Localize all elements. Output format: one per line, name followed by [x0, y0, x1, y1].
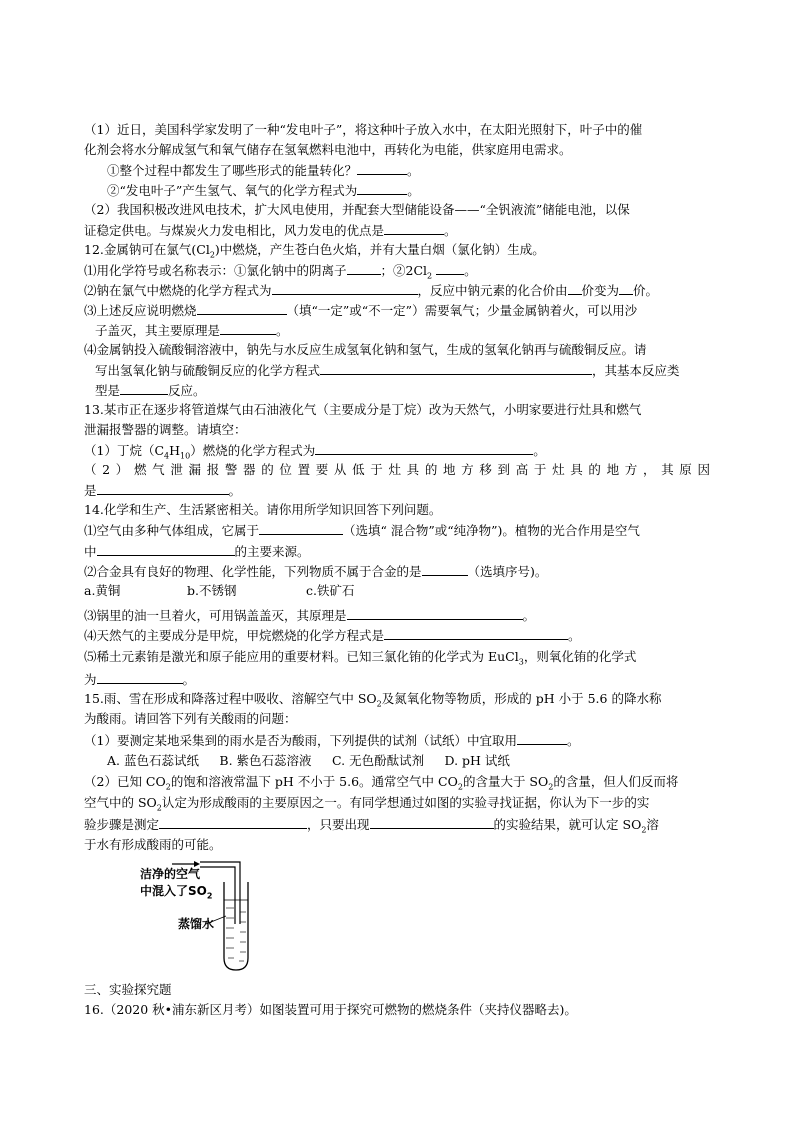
- answer-blank[interactable]: [315, 441, 533, 455]
- q15-stem-line2: 为酸雨。请回答下列有关酸雨的问题：: [84, 711, 297, 726]
- answer-blank[interactable]: [97, 670, 183, 684]
- q14-part2: ⑵合金具有良好的物理、化学性能，下列物质不属于合金的是 （选填序号)。: [84, 564, 548, 579]
- q15-choices: A. 蓝色石蕊试纸 B. 紫色石蕊溶液 C. 无色酚酞试剂 D. pH 试纸: [107, 753, 510, 768]
- answer-blank[interactable]: [197, 301, 287, 315]
- gas-label-line2: 中混入了$SO_2$: [140, 884, 213, 901]
- answer-blank[interactable]: [159, 815, 307, 829]
- test-tube: [224, 882, 248, 970]
- q13-stem-line2: 泄漏报警器的调整。请填空：: [84, 422, 247, 437]
- q14-part5-line1: ⑸稀土元素铕是激光和原子能应用的重要材料。已知三氯化铕的化学式为 EuCl$_3$，则氧化铕的化学式: [84, 649, 637, 667]
- answer-blank[interactable]: [347, 261, 381, 275]
- option-a: a.黄铜: [84, 583, 121, 598]
- answer-blank[interactable]: [272, 281, 418, 295]
- q15-part2-line4: 于水有形成酸雨的可能。: [84, 837, 222, 852]
- answer-blank[interactable]: [357, 181, 407, 195]
- q14-part4: ⑷天然气的主要成分是甲烷，甲烷燃烧的化学方程式是 。: [84, 628, 581, 643]
- answer-blank[interactable]: [320, 361, 592, 375]
- answer-blank[interactable]: [436, 261, 464, 275]
- answer-blank[interactable]: [568, 281, 582, 295]
- q15-part1: （1）要测定某地采集到的雨水是否为酸雨，下列提供的试剂（试纸）中宜取用 。: [84, 733, 580, 748]
- answer-blank[interactable]: [357, 161, 407, 175]
- answer-blank[interactable]: [120, 381, 168, 395]
- q14-part5-line2: 为 。: [84, 672, 196, 687]
- answer-blank[interactable]: [384, 221, 444, 235]
- section-three-heading: 三、实验探究题: [84, 982, 172, 997]
- q14-stem: 14.化学和生产、生活紧密相关。请你用所学知识回答下列问题。: [84, 502, 442, 517]
- q15-stem-line1: 15.雨、雪在形成和降落过程中吸收、溶解空气中 $SO_2$及氮氧化物等物质，形成的 pH 小于 5.6 的降水称: [84, 691, 662, 709]
- q11-sub2: ②“发电叶子”产生氢气、氧气的化学方程式为 。: [107, 183, 420, 198]
- answer-blank[interactable]: [619, 281, 633, 295]
- answer-blank[interactable]: [422, 562, 468, 576]
- answer-blank[interactable]: [259, 521, 343, 535]
- q11-part1-line2: 化剂会将水分解成氢气和氧气储存在氢氧燃料电池中，再转化为电能，供家庭用电需求。: [84, 142, 572, 157]
- q13-part1: （1）丁烷$(C_4H_{10})$燃烧的化学方程式为 。: [84, 443, 546, 461]
- answer-blank[interactable]: [370, 815, 494, 829]
- q13-stem-line1: 13.某市正在逐步将管道煤气由石油液化气（主要成分是丁烷）改为天然气，小明家要进行灶具和燃气: [84, 402, 642, 417]
- q13-part2-line1: （2）燃气泄漏报警器的位置要从低于灶具的地方移到高于灶具的地方，其原因: [84, 462, 710, 477]
- q11-part2-line1: （2）我国积极改进风电技术，扩大风电使用，并配套大型储能设备——“全钒液流”储能电池，以保: [84, 202, 630, 217]
- q14-part3: ⑶锅里的油一旦着火，可用锅盖盖灭，其原理是 。: [84, 608, 536, 623]
- q12-part2: ⑵钠在氯气中燃烧的化学方程式为 ，反应中钠元素的化合价由 价变为 价。: [84, 283, 659, 298]
- q12-part4-line1: ⑷金属钠投入硫酸铜溶液中，钠先与水反应生成氢氧化钠和氢气，生成的氢氧化钠再与硫酸铜反应。请: [84, 342, 647, 357]
- water-hatch: [226, 908, 246, 961]
- q12-stem: 12.金属钠可在氯气$(Cl_2)$中燃烧，产生苍白色火焰，并有大量白烟（氯化钠）生成。: [84, 242, 545, 260]
- q12-part3-line1: ⑶上述反应说明燃烧 （填“一定”或“不一定”）需要氧气；少量金属钠着火，可以用沙: [84, 303, 638, 318]
- q11-part2-line2: 证稳定供电。与煤炭火力发电相比，风力发电的优点是 。: [84, 223, 457, 238]
- q12-part1: ⑴用化学符号或名称表示：①氯化钠中的阴离子 ；$②2Cl_2$ 。: [84, 263, 477, 281]
- gas-label-line1: 洁净的空气: [140, 867, 201, 881]
- q12-part4-line3: 型是 反应。: [95, 383, 206, 398]
- q15-part2-line1: （2）已知 $CO_2$的饱和溶液常温下 pH 不小于 5.6。通常空气中 $CO_2$的含量大于 $SO_2$的含量，但人们反而将: [84, 774, 679, 792]
- q12-part3-line2: 子盖灭，其主要原理是 。: [95, 323, 289, 338]
- option-b: b.不锈钢: [187, 583, 237, 598]
- answer-blank[interactable]: [384, 626, 568, 640]
- q15-part2-line3: 验步骤是测定 ，只要出现 的实验结果，就可认定 $SO_2$溶: [84, 817, 659, 835]
- water-label: 蒸馏水: [178, 917, 215, 931]
- q14-part1-line1: ⑴空气由多种气体组成，它属于 （选填“ 混合物”或“纯净物”)。植物的光合作用是空气: [84, 523, 640, 538]
- option-c: c.铁矿石: [306, 583, 355, 598]
- answer-blank[interactable]: [220, 321, 276, 335]
- q13-part2-line2: 是 。: [84, 483, 242, 498]
- answer-blank[interactable]: [97, 542, 235, 556]
- q12-part4-line2: 写出氢氧化钠与硫酸铜反应的化学方程式 ，其基本反应类: [95, 363, 680, 378]
- q16-stem: 16.（2020 秋•浦东新区月考）如图装置可用于探究可燃物的燃烧条件（夹持仪器略去)。: [84, 1002, 577, 1017]
- answer-blank[interactable]: [347, 606, 523, 620]
- answer-blank[interactable]: [517, 731, 567, 745]
- answer-blank[interactable]: [97, 481, 229, 495]
- q15-part2-line2: 空气中的 $SO_2$认定为形成酸雨的主要原因之一。有同学想通过如图的实验寻找证据，你认为下一步的实: [84, 795, 650, 813]
- q11-part1-line1: （1）近日，美国科学家发明了一种“发电叶子”，将这种叶子放入水中，在太阳光照射下，叶子中的催: [84, 122, 643, 137]
- q14-part1-line2: 中 的主要来源。: [84, 544, 310, 559]
- q11-sub1: ①整个过程中都发生了哪些形式的能量转化？ 。: [107, 163, 420, 178]
